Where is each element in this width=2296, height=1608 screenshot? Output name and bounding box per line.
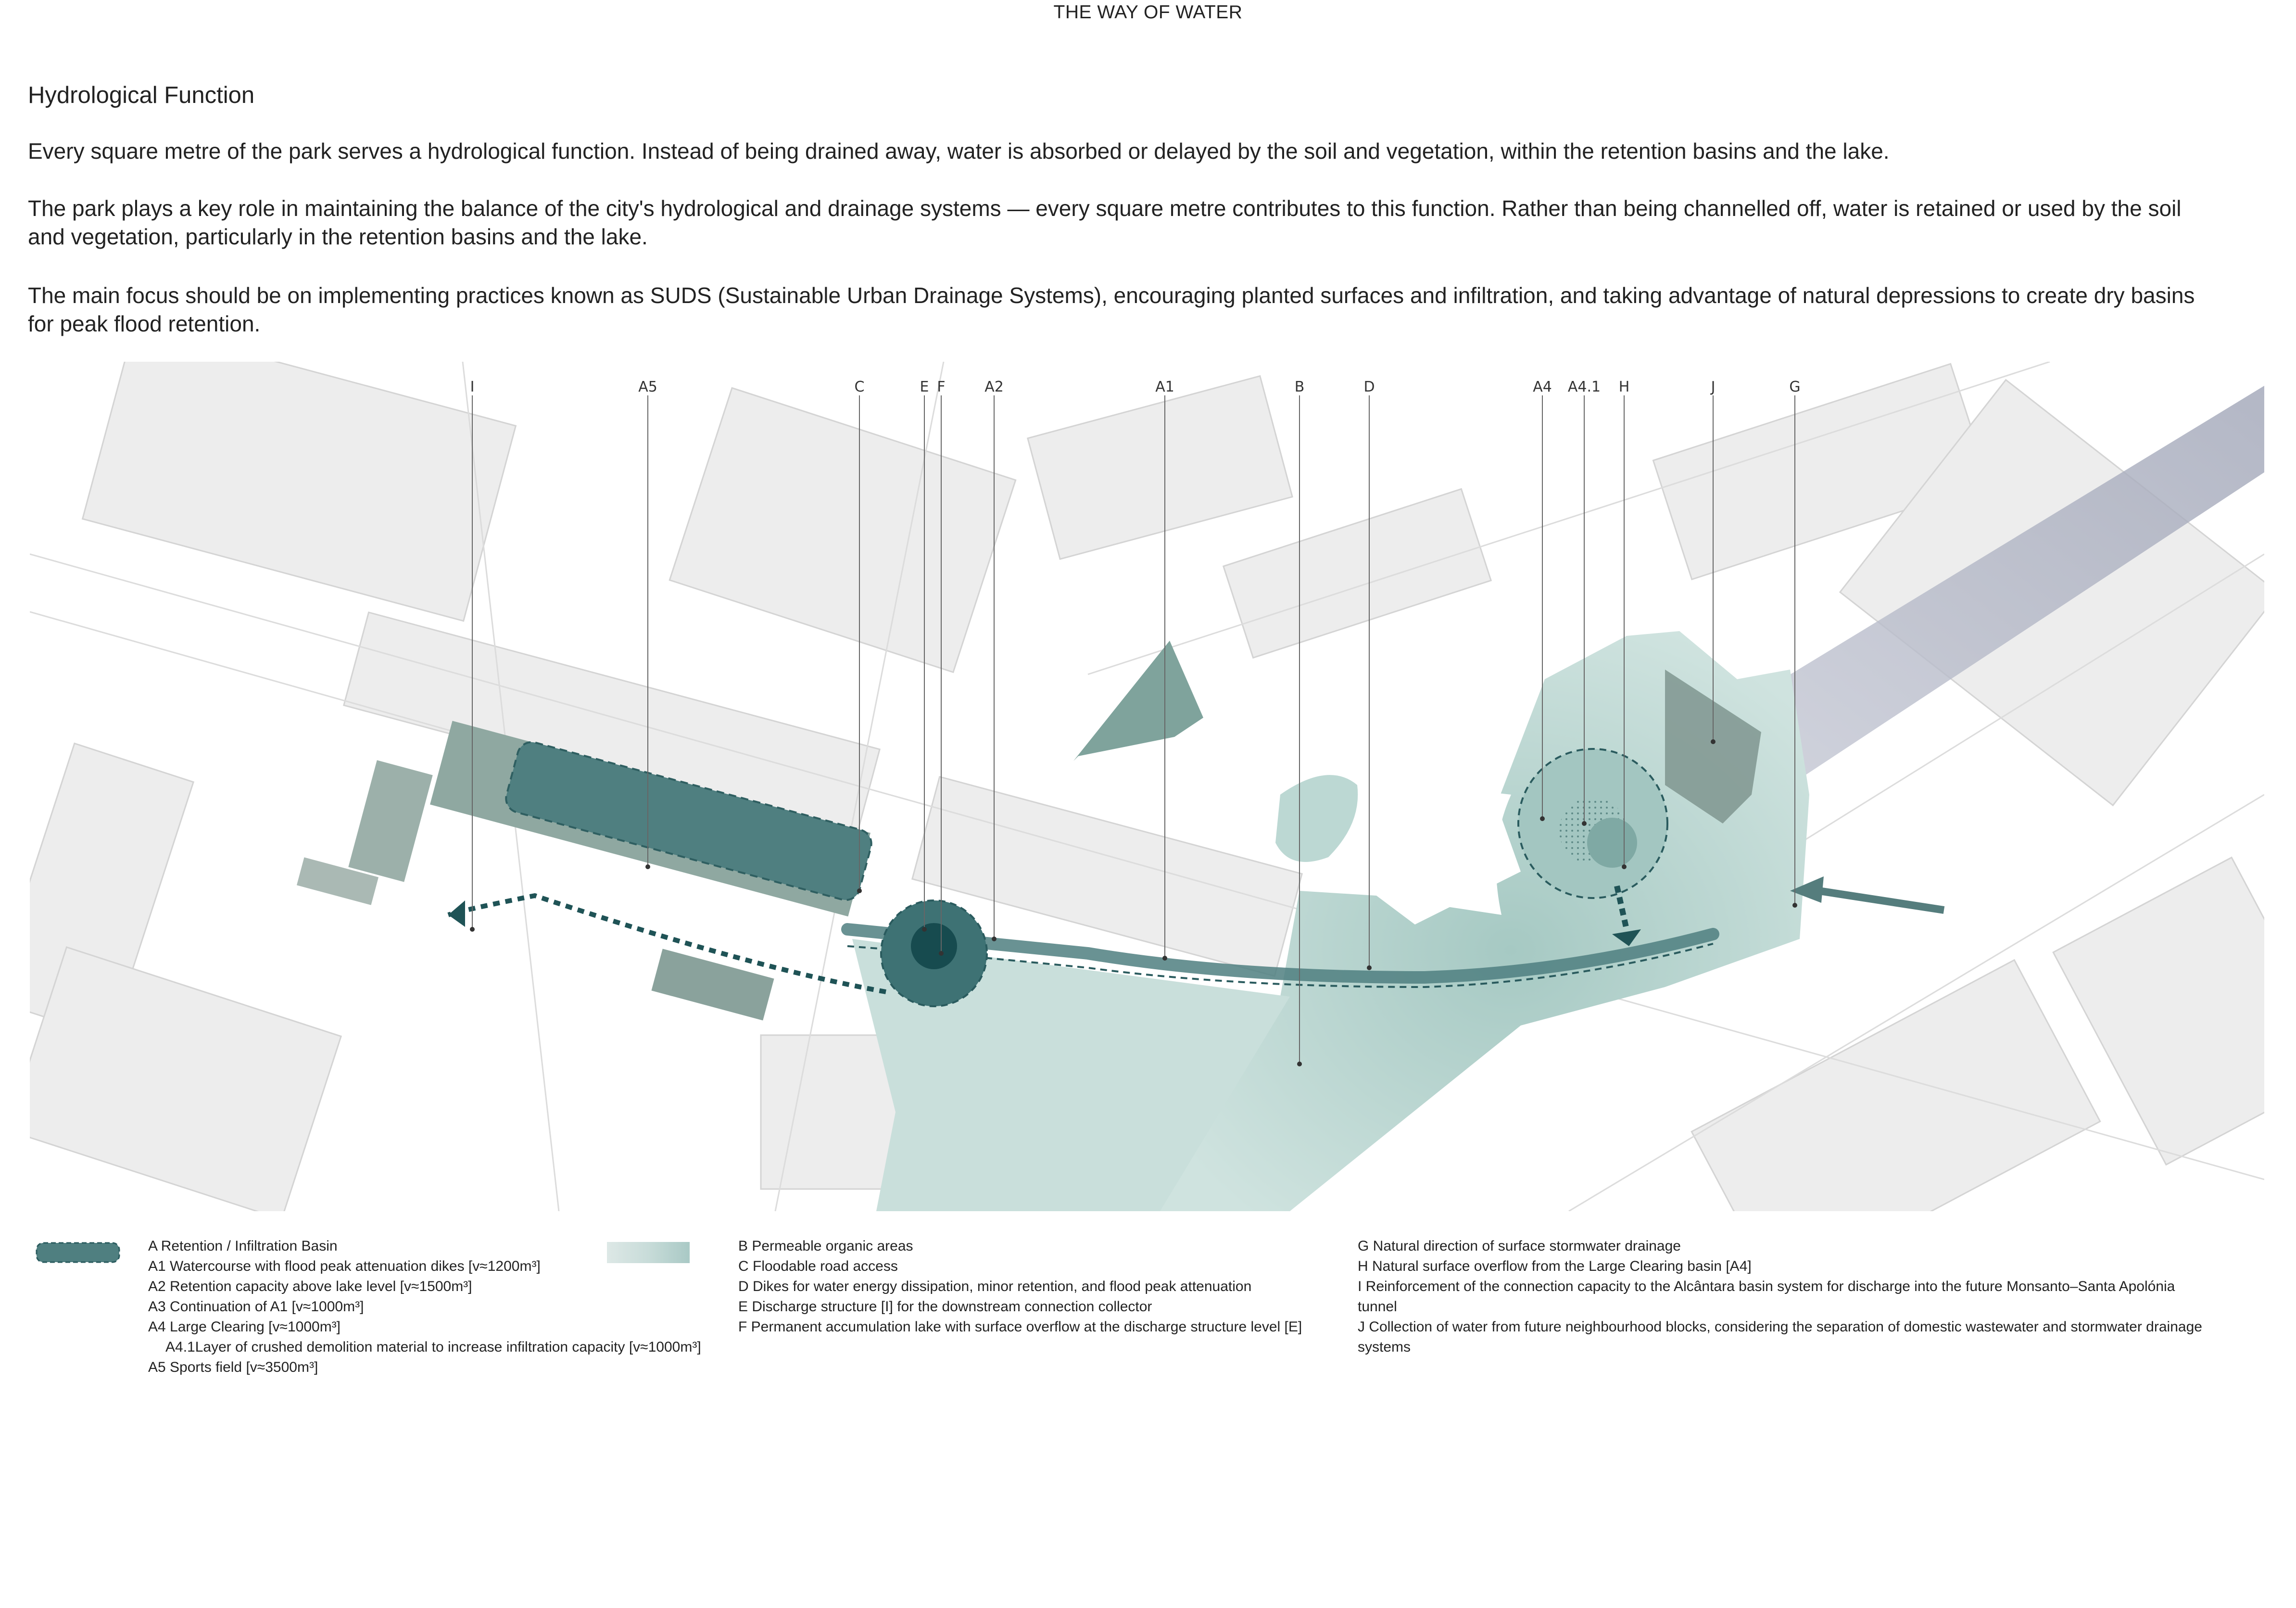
building-left-1 [348,760,432,882]
clearing-core [1587,818,1637,868]
legend-item: J Collection of water from future neighbourhood blocks, considering the separation of domestic wastewater and stormwater drainage systems [1358,1319,2202,1355]
marker-label-i: I [470,379,475,395]
leader-dot-i [470,927,475,932]
site-plan-svg [30,362,2264,1211]
leader-dot-h [1622,864,1627,869]
marker-label-a4-1: A4.1 [1567,379,1601,395]
discharge-e [911,923,957,969]
marker-label-j: J [1711,379,1716,395]
leader-dot-a5 [645,864,650,869]
legend-item: A4 Large Clearing [v≈1000m³] [148,1319,341,1335]
legend-item: C Floodable road access [738,1258,898,1274]
legend-group-b [738,1236,1302,1337]
leader-dot-a1 [1162,956,1167,961]
legend-item: A1 Watercourse with flood peak attenuation dikes [v≈1200m³] [148,1258,541,1274]
page-title: THE WAY OF WATER [1053,2,1243,23]
leader-dot-f [939,951,944,956]
marker-label-e: E [920,379,929,395]
legend-item: A Retention / Infiltration Basin [148,1238,338,1254]
leader-dot-c [857,888,862,893]
legend-item: D Dikes for water energy dissipation, minor retention, and flood peak attenuation [738,1279,1252,1294]
permeable-blob-north [1275,775,1358,862]
section-heading: Hydrological Function [28,82,255,108]
leader-dot-d [1367,965,1372,970]
flow-arrow-g [1819,891,1944,910]
leader-dot-a4-1 [1582,821,1587,826]
basin-swatch [36,1242,120,1263]
marker-label-h: H [1618,379,1630,395]
leader-dot-e [922,927,927,932]
leader-dot-a4 [1540,816,1545,821]
legend-group-a [148,1236,701,1378]
legend-item: I Reinforcement of the connection capacity to the Alcântara basin system for discharge into the future Monsanto–Santa Apolónia tunnel [1358,1279,2175,1315]
marker-label-d: D [1363,379,1375,395]
legend-item: G Natural direction of surface stormwater drainage [1358,1238,1681,1254]
paragraph-1: Every square metre of the park serves a hydrological function. Instead of being drained away, water is absorbed or delayed by the soil and vegetation, within the retention basins and the lake. [28,139,1890,164]
legend-item: A2 Retention capacity above lake level [v≈1500m³] [148,1279,472,1294]
legend-item: B Permeable organic areas [738,1238,913,1254]
legend-item: A5 Sports field [v≈3500m³] [148,1359,318,1375]
building-middle [651,949,774,1020]
marker-label-a1: A1 [1155,379,1174,395]
legend-item: H Natural surface overflow from the Large Clearing basin [A4] [1358,1258,1752,1274]
legend-item: F Permanent accumulation lake with surface overflow at the discharge structure level [E] [738,1319,1302,1335]
leader-dot-a2 [992,937,997,941]
marker-label-a2: A2 [984,379,1004,395]
marker-label-a4: A4 [1533,379,1552,395]
arrow-head-i [448,900,465,927]
triangle-feature [1073,641,1203,761]
legend-group-g [1358,1236,2204,1357]
marker-label-f: F [937,379,946,395]
marker-label-b: B [1294,379,1305,395]
legend-item: A3 Continuation of A1 [v≈1000m³] [148,1299,364,1315]
site-plan-map [30,362,2264,1211]
legend-item: A4.1Layer of crushed demolition material to increase infiltration capacity [v≈1000m³] [165,1339,701,1355]
paragraph-3: The main focus should be on implementing practices known as SUDS (Sustainable Urban Drainage Systems), encouraging planted surfaces and infiltration, and taking advantage of natural depressions to create dry basins for peak flood retention. [28,283,2195,336]
paragraph-2: The park plays a key role in maintaining the balance of the city's hydrological and drainage systems — every square metre contributes to this function. Rather than being channelled off, water is retained or used by the soil and vegetation, particularly in the retention basins and the lake. [28,196,2182,249]
leader-dot-g [1792,903,1797,908]
leader-dot-b [1297,1062,1302,1066]
marker-label-a5: A5 [638,379,657,395]
leader-dot-j [1711,739,1716,744]
marker-label-g: G [1789,379,1801,395]
marker-label-c: C [854,379,865,395]
legend-item: E Discharge structure [I] for the downstream connection collector [738,1299,1152,1315]
